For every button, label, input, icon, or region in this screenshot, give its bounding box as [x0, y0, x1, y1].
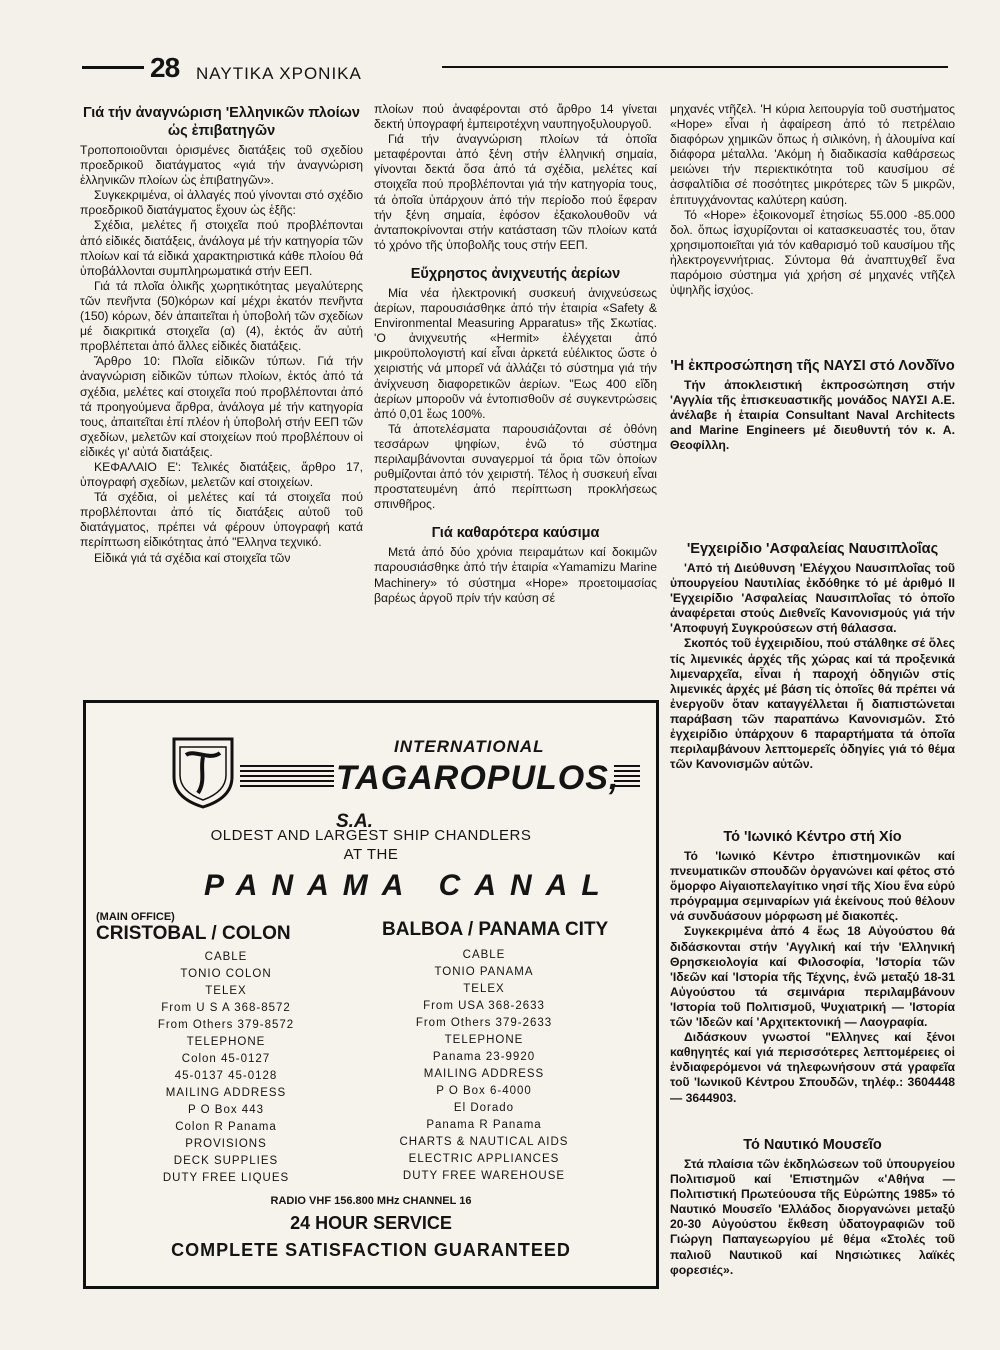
contact-line: TELEX	[463, 983, 505, 995]
ad-guarantee: COMPLETE SATISFACTION GUARANTEED	[171, 1240, 571, 1260]
ad-tagline	[86, 826, 656, 864]
paragraph: Συγκεκριμένα, οἱ ἀλλαγές πού γίνονται στό σχέδιο προεδρικοῦ διατάγματος ἔχουν ὡς ἑξῆς:	[80, 188, 363, 218]
ad-main-office: (MAIN OFFICE)	[96, 911, 175, 923]
article-heading: Τό 'Ιωνικό Κέντρο στή Χίο	[723, 829, 902, 845]
contact-line: DUTY FREE LIQUES	[162, 1172, 290, 1184]
tagline-line: AT THE	[343, 846, 399, 863]
contact-line: TELEX	[205, 985, 247, 997]
contact-line: TONIO COLON	[180, 968, 272, 980]
ad-canal: PANAMA CANAL	[204, 869, 614, 902]
contact-line: P O Box 443	[188, 1104, 264, 1116]
header-rule-right	[442, 66, 948, 68]
ad-left-city: CRISTOBAL / COLON	[96, 923, 291, 944]
paragraph: Γιά τήν ἀναγνώριση πλοίων τά ὁποῖα μεταφέρονται ἀπό ξένη στήν ἑλληνική σημαία, γίνονται δεκτά ὅσα ἀπό τά σχέδια, μελέτες καί στοιχεῖα πού προβλέπονται γιά τήν κατηγορία τους, τά ὁποῖα ὑπάρχουν ἀπό τήν περίοδο πού ἔφεραν τήν ξένη σημαία, ἐφόσον ἐξακολουθοῦν νά ἀνταποκρίνονται στήν κατάσταση τῶν πλοίων κατά τό χρόνο τῆς ὑποβολῆς τους στήν ΕΕΠ.	[374, 132, 657, 252]
page-header	[82, 52, 948, 86]
paragraph: Τροποποιοῦνται ὁρισμένες διατάξεις τοῦ σχεδίου προεδρικοῦ διατάγματος «γιά τήν ἀναγνώριση ἑλληνικῶν πλοίων ὡς ἐπιβατηγῶν».	[80, 143, 363, 188]
paragraph: Τά ἀποτελέσματα παρουσιάζονται σέ ὀθόνη τεσσάρων ψηφίων, ἐνῶ τό σύστημα περιλαμβάνονται συναγερμοί τά ὅρια τῶν ὁποίων ρυθμίζονται ἀπό τόν χειριστή. Τέλος ἡ συσκευή εἶναι προστατευμένη ἀπό περίπτωση προκλήσεως σπινθῆρος.	[374, 421, 657, 512]
paragraph: Γιά τά πλοῖα ὁλικῆς χωρητικότητας μεγαλύτερης τῶν πενῆντα (50)κόρων καί μέχρι ἑκατόν πενῆντα (150) κόρων, δέν ἀπαιτεῖται ἡ ὑποβολή τῶν σχεδίων μέ διακριτικά στοιχεῖα (α) (4), ἐκτός ἄν αὐτή προβλέπεται ἀπό ἄλλες εἰδικές διατάξεις.	[80, 278, 363, 354]
paragraph: Σκοπός τοῦ ἐγχειριδίου, πού στάλθηκε σέ ὅλες τίς λιμενικές ἀρχές τῆς χώρας καί τά προξενικά λιμεναρχεῖα, εἶναι ἡ παροχή ὁδηγιῶν στίς λιμενικές ἀρχές μέ βάση τίς ὁποῖες θά πρέπει νά ἐνεργοῦν ὅταν καταγγέλλεται ἤ διαπιστώνεται παράβαση τῶν παραπάνω Κανονισμῶν. Στό ἐγχειρίδιο ὑπάρχουν 6 παραρτήματα τά ὁποῖα περιλαμβάνουν λεπτομερεῖς ὁδηγίες γιά τό θέμα τῶν Κανονισμῶν αὐτῶν.	[670, 636, 955, 772]
header-rule-left	[82, 66, 144, 69]
decorative-lines	[240, 765, 334, 790]
column-three-top	[670, 102, 955, 298]
contact-line: Colon 45-0127	[181, 1053, 271, 1065]
paragraph: Διδάσκουν γνωστοί "Ελληνες καί ξένοι καθηγητές καί γιά περισσότερες λεπτομέρειες οἱ ἐνδιαφερόμενοι νά τηλεφωνήσουν στά γραφεῖα τοῦ 'Ιωνικοῦ Κέντρου Σπουδῶν, τηλέφ.: 3604448 — 3644903.	[670, 1030, 955, 1105]
contact-line: Colon R Panama	[175, 1121, 277, 1133]
contact-line: DECK SUPPLIES	[173, 1155, 279, 1167]
contact-line: Panama R Panama	[426, 1119, 542, 1131]
contact-line: DUTY FREE WAREHOUSE	[402, 1170, 566, 1182]
contact-line: CHARTS & NAUTICAL AIDS	[399, 1136, 569, 1148]
advertisement	[83, 700, 659, 1289]
article-heading: Εὔχρηστος ἀνιχνευτής ἀερίων	[410, 265, 621, 282]
contact-line: P O Box 6-4000	[436, 1085, 532, 1097]
contact-line: MAILING ADDRESS	[165, 1087, 287, 1099]
article-safety-manual	[670, 538, 955, 772]
tagline-line: OLDEST AND LARGEST SHIP CHANDLERS	[210, 827, 532, 844]
article-naval-museum	[670, 1134, 955, 1278]
contact-line: TONIO PANAMA	[434, 966, 534, 978]
contact-line: From Others 379-2633	[415, 1017, 553, 1029]
paragraph: 'Από τή Διεύθυνση 'Ελέγχου Ναυσιπλοΐας τοῦ ὑπουργείου Ναυτιλίας ἐκδόθηκε τό μέ ἀριθμό II 'Εγχειρίδιο 'Ασφαλείας Ναυσιπλοΐας τό ὁποῖο ἀναφέρεται στούς Διεθνεῖς Κανονισμούς γιά τήν 'Αποφυγή Συγκρούσεων στή θάλασσα.	[670, 561, 955, 636]
company-logo-icon	[170, 733, 236, 809]
page-number: 28	[150, 52, 180, 83]
company-name: TAGAROPULOS,	[336, 759, 620, 797]
paragraph: πλοίων πού ἀναφέρονται στό ἄρθρο 14 γίνεται δεκτή ὑπογραφή ἐμπειροτέχνη ναυπηγοξυλουργοῦ.	[374, 102, 657, 132]
article-representation	[670, 355, 955, 453]
paragraph: Σχέδια, μελέτες ἤ στοιχεῖα πού προβλέπονται ἀπό εἰδικές διατάξεις, ἀνάλογα μέ τήν κατηγορία τῶν πλοίων καί τά εἰδικά χαρακτηριστικά κάθε πλοίου θά ὑποβάλλονται συμπληρωματικά στήν ΕΕΠ.	[80, 218, 363, 278]
paragraph: μηχανές ντῆζελ. 'Η κύρια λειτουργία τοῦ συστήματος «Hope» εἶναι ἡ ἀφαίρεση ἀπό τό πετρέλαιο διαφόρων χημικῶν ὅπως ἡ σιλικόνη, ἡ ἀλουμίνα καί διάφορα μέταλλα. 'Ακόμη ἡ διαδικασία καθάρσεως μειώνει τήν περιεκτικότητα τοῦ καυσίμου σέ ἀσφαλτίδια σέ ποσότητες μικρότερες τῶν 5 μικρῶν, ἐπιτυγχάνοντας καλύτερη καύση.	[670, 102, 955, 207]
article-heading: Γιά καθαρότερα καύσιμα	[431, 525, 600, 542]
paragraph: Συγκεκριμένα ἀπό 4 ἕως 18 Αὐγούστου θά διδάσκονται στήν 'Αγγλική καί τήν 'Ελληνική Θρησκειολογία καί Φιλοσοφία, 'Ιστορία τῶν 'Ιδεῶν καί 'Ιστορία τῆς Τέχνης, ἐνῶ μεταξύ 18-31 Αὐγούστου τά σεμινάρια περιλαμβάνουν 'Ιστορία τοῦ Πολιτισμοῦ, Ψυχιατρική — 'Ιστορία τῶν 'Ιδεῶν καί 'Αρχιτεκτονική — Λαογραφία.	[670, 924, 955, 1030]
paragraph: Μετά ἀπό δύο χρόνια πειραμάτων καί δοκιμῶν παρουσιάσθηκε ἀπό τήν ἑταιρία «Yamamizu Marine Machinery» τό σύστημα «Hope» προετοιμασίας βαρέως ἀργοῦ πρίν τήν καύση σέ	[374, 545, 657, 605]
paragraph: Τήν ἀποκλειστική ἐκπροσώπηση στήν 'Αγγλία τῆς ἐπισκευαστικῆς μονάδος ΝΑΥΣΙ Α.Ε. ἀνέλαβε ἡ ἑταιρία Consultant Naval Architects and Marine Engineers μέ διευθυντή τόν κ. Α. Θεοφίλλη.	[670, 378, 955, 453]
contact-line: MAILING ADDRESS	[423, 1068, 545, 1080]
article-ionic-center	[670, 826, 955, 1106]
contact-line: CABLE	[204, 951, 248, 963]
paragraph: Τό 'Ιωνικό Κέντρο ἐπιστημονικῶν καί πνευματικῶν σπουδῶν ὀργανώνει καί φέτος στό ὄμορφο Αἰγαιοπελαγίτικο νησί τῆς Χίου ἕνα εὐρύ πρόγραμμα σεμιναρίων γιά ἐκείνους πού θέλουν νά συνδυάσουν μόρφωση μέ διακοπές.	[670, 849, 955, 924]
paragraph: Τά σχέδια, οἱ μελέτες καί τά στοιχεῖα πού προβλέπονται ἀπό τίς διατάξεις αὐτοῦ τοῦ διατάγματος, πρέπει νά φέρουν ὑπογραφή κατά περίπτωση εἰδικότητας ἀπό "Ελληνα τεχνικό.	[80, 490, 363, 550]
paragraph: ΚΕΦΑΛΑΙΟ Ε': Τελικές διατάξεις, ἄρθρο 17, ὑπογραφή σχεδίων, μελετῶν καί στοιχείων.	[80, 459, 363, 490]
column-two	[374, 102, 657, 606]
ad-service: 24 HOUR SERVICE	[290, 1213, 452, 1233]
ad-right-city: BALBOA / PANAMA CITY	[382, 919, 609, 940]
paragraph: Εἰδικά γιά τά σχέδια καί στοιχεῖα τῶν	[94, 550, 291, 565]
contact-line: ELECTRIC APPLIANCES	[408, 1153, 560, 1165]
article-heading: Γιά τήν ἀναγνώριση 'Ελληνικῶν πλοίων ὡς ἐπιβατηγῶν	[83, 105, 360, 139]
contact-line: From U S A 368-8572	[161, 1002, 291, 1014]
paragraph: Στά πλαίσια τῶν ἐκδηλώσεων τοῦ ὑπουργείου Πολιτισμοῦ καί 'Επιστημῶν «'Αθήνα — Πολιτιστική Πρωτεύουσα τῆς Εὐρώπης 1985» τό Ναυτικό Μουσεῖο 'Ελλάδος διοργανώνει μεταξύ 20-30 Αὐγούστου ἔκθεση ὑδατογραφιῶν τοῦ Γιώργη Παπαγεωργίου μέ θέμα «Στολές τοῦ παλιοῦ Ναυτικοῦ καί Νησιώτικες λαϊκές φορεσιές».	[670, 1157, 955, 1277]
ad-right-contacts	[368, 947, 600, 1185]
contact-line: El Dorado	[453, 1102, 515, 1114]
article-heading: 'Η ἐκπροσώπηση τῆς ΝΑΥΣΙ στό Λονδῖνο	[670, 358, 955, 374]
ad-radio: RADIO VHF 156.800 MHz CHANNEL 16	[270, 1195, 472, 1207]
contact-line: TELEPHONE	[186, 1036, 266, 1048]
paragraph: Μία νέα ἠλεκτρονική συσκευή ἀνιχνεύσεως ἀερίων, παρουσιάσθηκε ἀπό τήν ἑταιρία «Safety & Environmental Measuring Apparatus» τῆς Σκωτίας. 'Ο ἀνιχνευτής «Hermit» ἐλέγχεται ἀπό μικροϋπολογιστή καί εἶναι ἀρκετά εὐέλικτος ὥστε ὁ χειριστής νά μπορεῖ νά ἀλλάζει τό σύστημα γιά τήν ἀνίχνευση διαφορετικῶν ἀερίων. "Εως 400 εἴδη ἀερίων μποροῦν νά ἐντοπισθοῦν σέ συγκεντρώσεις ἀπό 0,01 ἕως 100%.	[374, 285, 657, 421]
contact-line: CABLE	[462, 949, 506, 961]
article-heading: 'Εγχειρίδιο 'Ασφαλείας Ναυσιπλοΐας	[686, 541, 939, 557]
company-suffix: S.A.	[336, 811, 373, 832]
publication-title: ΝΑΥΤΙΚΑ ΧΡΟΝΙΚΑ	[196, 64, 362, 83]
contact-line: TELEPHONE	[444, 1034, 524, 1046]
contact-line: PROVISIONS	[185, 1138, 267, 1150]
paragraph: Τό «Hope» ἐξοικονομεῖ ἐτησίως 55.000 -85.000 δολ. ὅπως ἰσχυρίζονται οἱ κατασκευαστές του, ὅταν χρησιμοποιεῖται γιά τόν καθαρισμό τοῦ καυσίμου τῆς ἠλεκτρογεννήτριας. Σύντομα θά ἀναπτυχθεῖ ἕνα παρόμοιο σύστημα γιά χρήση σέ μηχανές ντῆζελ ὑψηλῆς ἰσχύος.	[670, 207, 955, 298]
article-recognition	[80, 102, 363, 566]
contact-line: Panama 23-9920	[432, 1051, 536, 1063]
article-heading: Τό Ναυτικό Μουσεῖο	[743, 1137, 882, 1153]
ad-left-contacts	[116, 949, 336, 1187]
decorative-lines	[614, 765, 640, 790]
contact-line: 45-0137 45-0128	[174, 1070, 278, 1082]
contact-line: From USA 368-2633	[423, 1000, 545, 1012]
ad-international: INTERNATIONAL	[394, 737, 545, 756]
contact-line: From Others 379-8572	[157, 1019, 295, 1031]
paragraph: Ἄρθρο 10: Πλοῖα εἰδικῶν τύπων. Γιά τήν ἀναγνώριση εἰδικῶν τύπων πλοίων, ἐκτός ἀπό τά σχέδια, μελέτες καί στοιχεῖα πού προβλέπονται ἀπό τά προηγούμενα ἄρθρα, ἀνάλογα μέ τήν κατηγορία τους, ἀπαιτεῖται ἐπί πλέον ἡ ὑποβολή στήν ΕΕΠ τῶν σχεδίων, μελετῶν καί στοιχείων πού προβλέπουν οἱ εἰδικές γι' αὐτά διατάξεις.	[80, 354, 363, 459]
